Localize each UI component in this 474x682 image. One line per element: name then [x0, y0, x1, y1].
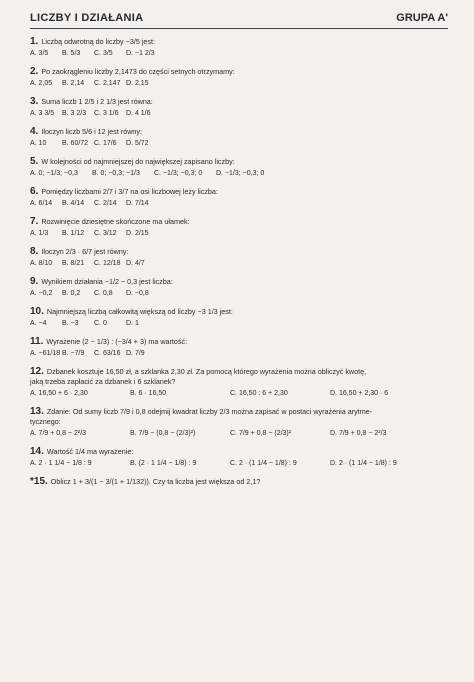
- option-a[interactable]: A. −4: [30, 320, 47, 327]
- question-number: *15.: [30, 477, 48, 487]
- question-number: 9.: [30, 277, 39, 287]
- question-4: [30, 127, 448, 150]
- question-13: [30, 407, 448, 440]
- option-c[interactable]: C. −1/3; −0,3; 0: [154, 170, 203, 177]
- option-d[interactable]: D. 2,15: [126, 80, 149, 87]
- question-number: 8.: [30, 247, 39, 257]
- question-text: Iloczyn 2/3 · 6/7 jest równy:: [41, 247, 129, 256]
- option-b[interactable]: B. 4/14: [62, 200, 85, 207]
- page-title: LICZBY I DZIAŁANIA: [30, 12, 144, 24]
- option-a[interactable]: A. 1/3: [30, 230, 49, 237]
- option-c[interactable]: C. 2,147: [94, 80, 121, 87]
- question-14: [30, 447, 448, 470]
- option-b[interactable]: B. −7/9: [62, 350, 85, 357]
- question-text-continued: jaką trzeba zapłacić za dzbanek i 6 szklanek?: [30, 377, 176, 386]
- option-b[interactable]: B. 7/9 − (0,8 − (2/3)²): [130, 430, 196, 437]
- option-b[interactable]: B. 0,2: [62, 290, 81, 297]
- option-d[interactable]: D. −1 2/3: [126, 50, 155, 57]
- option-c[interactable]: C. 2/14: [94, 200, 117, 207]
- question-text: Oblicz 1 + 3/(1 − 3/(1 + 1/132)). Czy ta liczba jest większa od 2,1?: [50, 477, 261, 486]
- option-b[interactable]: B. 60/72: [62, 140, 89, 147]
- answer-options: [30, 168, 448, 180]
- option-c[interactable]: C. 17/6: [94, 140, 117, 147]
- question-number: 3.: [30, 97, 39, 107]
- option-a[interactable]: A. −0,2: [30, 290, 53, 297]
- option-b[interactable]: B. 6 · 16,50: [130, 390, 167, 397]
- option-d[interactable]: D. 7/14: [126, 200, 149, 207]
- option-a[interactable]: A. 3/5: [30, 50, 49, 57]
- question-11: [30, 337, 448, 360]
- option-d[interactable]: D. −0,8: [126, 290, 149, 297]
- question-3: [30, 97, 448, 120]
- option-a[interactable]: A. 0; −1/3; −0,3: [30, 170, 78, 177]
- question-6: [30, 187, 448, 210]
- answer-options: [30, 318, 448, 330]
- question-text: Wynikiem działania −1/2 − 0,3 jest liczba:: [41, 277, 173, 286]
- question-number: 13.: [30, 407, 44, 417]
- option-c[interactable]: C. 0,8: [94, 290, 113, 297]
- option-d[interactable]: D. 16,50 + 2,30 · 6: [330, 390, 389, 397]
- option-c[interactable]: C. 0: [94, 320, 107, 327]
- question-1: [30, 37, 448, 60]
- question-12: [30, 367, 448, 400]
- question-text: Po zaokrągleniu liczby 2,1473 do części setnych otrzymamy:: [41, 67, 235, 76]
- question-8: [30, 247, 448, 270]
- option-a[interactable]: A. 10: [30, 140, 47, 147]
- option-c[interactable]: C. 12/18: [94, 260, 121, 267]
- question-text: Pomiędzy liczbami 2/7 i 3/7 na osi liczbowej leży liczba:: [41, 187, 218, 196]
- option-b[interactable]: B. 3 2/3: [62, 110, 87, 117]
- option-c[interactable]: C. 16,50 : 6 + 2,30: [230, 390, 288, 397]
- option-a[interactable]: A. 7/9 + 0,8 − 2²/3: [30, 430, 87, 437]
- question-text-continued: tycznego:: [30, 417, 61, 426]
- question-7: [30, 217, 448, 240]
- question-5: [30, 157, 448, 180]
- option-b[interactable]: B. 2,14: [62, 80, 85, 87]
- question-number: 5.: [30, 157, 39, 167]
- question-number: 12.: [30, 367, 44, 377]
- question-text: Suma liczb 1 2/5 i 2 1/3 jest równa:: [41, 97, 153, 106]
- answer-options: [30, 198, 448, 210]
- question-15: [30, 477, 448, 487]
- question-number: 7.: [30, 217, 39, 227]
- answer-options: [30, 258, 448, 270]
- question-number: 2.: [30, 67, 39, 77]
- option-b[interactable]: B. 5/3: [62, 50, 81, 57]
- question-text: Dzbanek kosztuje 16,50 zł, a szklanka 2,30 zł. Za pomocą którego wyrażenia można obliczyć kwotę,: [46, 367, 367, 376]
- header-divider: [30, 28, 448, 29]
- question-number: 4.: [30, 127, 39, 137]
- question-text: Wyrażenie (2 − 1/3) : (−3/4 + 3) ma wartość:: [46, 337, 188, 346]
- question-10: [30, 307, 448, 330]
- answer-options: [30, 78, 448, 90]
- answer-options: [30, 108, 448, 120]
- question-text: W kolejności od najmniejszej do największej zapisano liczby:: [41, 157, 235, 166]
- option-d[interactable]: D. 4/7: [126, 260, 145, 267]
- option-c[interactable]: C. 3/5: [94, 50, 113, 57]
- option-a[interactable]: A. 2,05: [30, 80, 53, 87]
- option-b[interactable]: B. −3: [62, 320, 79, 327]
- option-d[interactable]: D. 2 · (1 1/4 − 1/8) : 9: [330, 460, 397, 467]
- question-text: Zdanie: Od sumy liczb 7/9 i 0,8 odejmij kwadrat liczby 2/3 można zapisać w postaci wyrażenia arytme-: [46, 407, 373, 416]
- option-a[interactable]: A. 2 · 1 1/4 − 1/8 : 9: [30, 460, 92, 467]
- question-number: 10.: [30, 307, 44, 317]
- answer-options: [30, 458, 448, 470]
- option-d[interactable]: D. 7/9 + 0,8 − 2²/3: [330, 430, 387, 437]
- option-d[interactable]: D. −1/3; −0,3; 0: [216, 170, 265, 177]
- option-d[interactable]: D. 2/15: [126, 230, 149, 237]
- option-a[interactable]: A. 16,50 + 6 · 2,30: [30, 390, 88, 397]
- option-b[interactable]: B. 0; −0,3; −1/3: [92, 170, 140, 177]
- option-a[interactable]: A. 3 3/5: [30, 110, 55, 117]
- option-d[interactable]: D. 7/9: [126, 350, 145, 357]
- question-2: [30, 67, 448, 90]
- group-label: GRUPA A': [396, 12, 448, 24]
- question-text: Liczbą odwrotną do liczby −3/5 jest:: [41, 37, 156, 46]
- answer-options: [30, 428, 448, 440]
- option-b[interactable]: B. 1/12: [62, 230, 85, 237]
- question-text: Iloczyn liczb 5/6 i 12 jest równy:: [41, 127, 143, 136]
- question-text: Rozwinięcie dziesiętne skończone ma ułamek:: [41, 217, 190, 226]
- option-c[interactable]: C. 2 · (1 1/4 − 1/8) : 9: [230, 460, 297, 467]
- option-a[interactable]: A. 6/14: [30, 200, 53, 207]
- option-c[interactable]: C. 3/12: [94, 230, 117, 237]
- option-d[interactable]: D. 5/72: [126, 140, 149, 147]
- question-number: 6.: [30, 187, 39, 197]
- option-d[interactable]: D. 4 1/6: [126, 110, 151, 117]
- option-c[interactable]: C. 7/9 + 0,8 − (2/3)²: [230, 430, 292, 437]
- question-9: [30, 277, 448, 300]
- question-number: 14.: [30, 447, 44, 457]
- option-b[interactable]: B. 8/21: [62, 260, 85, 267]
- option-d[interactable]: D. 1: [126, 320, 139, 327]
- answer-options: [30, 288, 448, 300]
- answer-options: [30, 388, 448, 400]
- page-header: [30, 10, 448, 24]
- option-c[interactable]: C. 3 1/6: [94, 110, 119, 117]
- answer-options: [30, 228, 448, 240]
- question-number: 1.: [30, 37, 39, 47]
- option-a[interactable]: A. −61/18: [30, 350, 61, 357]
- answer-options: [30, 348, 448, 360]
- option-a[interactable]: A. 8/10: [30, 260, 53, 267]
- option-c[interactable]: C. 63/16: [94, 350, 121, 357]
- option-b[interactable]: B. (2 · 1 1/4 − 1/8) : 9: [130, 460, 197, 467]
- question-text: Wartość 1/4 ma wyrażenie:: [46, 447, 134, 456]
- question-number: 11.: [30, 337, 44, 347]
- answer-options: [30, 138, 448, 150]
- question-text: Najmniejszą liczbą całkowitą większą od liczby −3 1/3 jest:: [46, 307, 233, 316]
- answer-options: [30, 48, 448, 60]
